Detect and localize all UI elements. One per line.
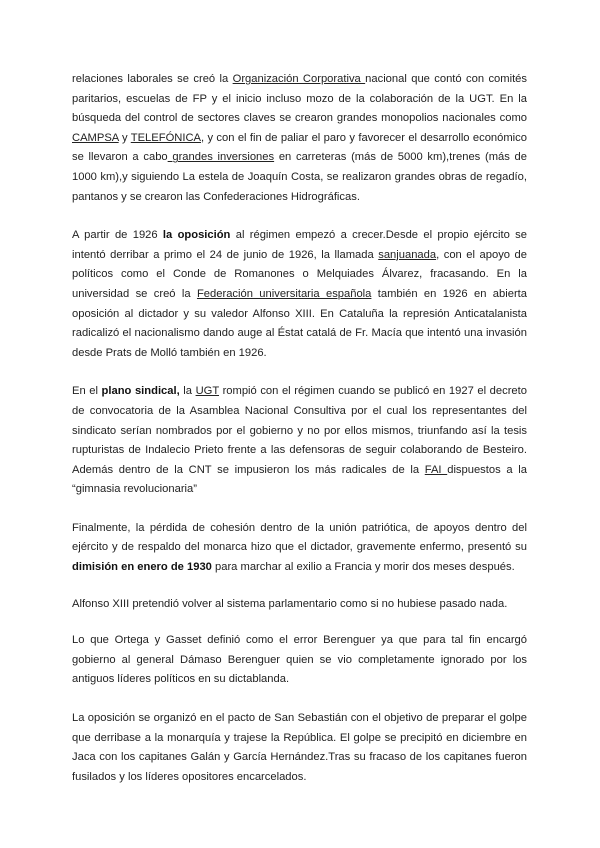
paragraph-pacto-san-sebastian — [72, 709, 527, 787]
bold-term: plano sindical, — [101, 385, 180, 398]
paragraph-error-berenguer — [72, 631, 527, 690]
underlined-term: Organización Corporativa — [232, 73, 366, 85]
underlined-term: grandes inversiones — [167, 151, 275, 164]
text-run: para marchar al exilio a Francia y morir dos meses después. — [211, 561, 515, 574]
document-page — [72, 70, 527, 787]
paragraph-plano-sindical — [72, 382, 527, 500]
text-run: , con el apoyo de políticos como el Conde de Romanones o Melquiades Álvarez, fracasando. En la universidad se creó la — [72, 248, 527, 300]
text-run: también en 1926 en abierta oposición al dictador y su valedor Alfonso XIII. En Cataluña la represión Anticatalanista radicalizó el nacionalismo dando auge al Éstat catalá de Fr. Macía que intentó una invasión desde Prats de Molló también en 1926. — [72, 287, 528, 359]
paragraph-corporativismo — [72, 70, 527, 207]
text-run: en carreteras (más de 5000 km),trenes (más de 1000 km),y siguiendo La estela de Joaquín Costa, se realizaron grandes obras de regadío, pantanos y se crearon las Confederaciones Hidrográficas. — [72, 151, 528, 203]
text-run: dispuestos a la “gimnasia revolucionaria” — [72, 463, 527, 496]
underlined-term: Federación universitaria española — [196, 287, 372, 300]
text-run: y — [118, 131, 131, 144]
text-run: relaciones laborales se creó la — [72, 73, 233, 85]
text-run: En el — [72, 385, 102, 398]
text-run: Finalmente, la pérdida de cohesión dentro de la unión patriótica, de apoyos dentro del ejército y de respaldo del monarca hizo que el dictador, gravemente enfermo, presentó su — [72, 521, 527, 554]
underlined-term: CAMPSA — [72, 131, 119, 144]
underlined-term: TELEFÓNICA — [130, 131, 201, 144]
text-run: A partir de 1926 — [72, 229, 163, 242]
paragraph-oposicion — [72, 226, 527, 363]
underlined-term: sanjuanada — [378, 248, 437, 261]
text-run: la — [179, 385, 196, 398]
underlined-term: UGT — [195, 385, 219, 398]
paragraph-alfonso-xiii — [72, 595, 527, 615]
text-run: nacional que contó con comités paritarios, escuelas de FP y el inicio incluso mozo de la colaboración de la UGT. En la búsqueda del control de sectores claves se crearon grandes monopolios nacionales como — [72, 73, 527, 125]
text-run: rompió con el régimen cuando se publicó en 1927 el decreto de convocatoria de la Asamblea Nacional Consultiva por el cual los representantes del sindicato serían nombrados por el gobierno y no por ellos mismos, triunfando así la tesis rupturistas de Indalecio Prieto frente a las defensoras de seguir colaborando de Besteiro. Además dentro de la CNT se impusieron los más radicales de la — [72, 385, 527, 476]
underlined-term: FAI — [424, 463, 448, 476]
bold-term: la oposición — [162, 229, 231, 242]
text-run: , y con el fin de paliar el paro y favorecer el desarrollo económico se llevaron a cabo — [72, 131, 527, 164]
bold-term: dimisión en enero de 1930 — [72, 561, 212, 574]
text-run: Alfonso XIII pretendió volver al sistema parlamentario como si no hubiese pasado nada. — [72, 597, 508, 610]
paragraph-dimision — [72, 519, 527, 578]
text-run: al régimen empezó a crecer.Desde el propio ejército se intentó derribar a primo el 24 de junio de 1926, la llamada — [72, 229, 527, 261]
text-run: Lo que Ortega y Gasset definió como el error Berenguer ya que para tal fin encargó gobierno al general Dámaso Berenguer quien se vio completamente ignorado por los antiguos líderes políticos en su dictablanda. — [72, 634, 527, 686]
text-run: La oposición se organizó en el pacto de San Sebastián con el objetivo de preparar el golpe que derribase a la monarquía y trajese la República. El golpe se precipitó en diciembre en Jaca con los capitanes Galán y García Hernández.Tras su fracaso de los capitanes fueron fusilados y los líderes opositores encarcelados. — [72, 712, 527, 783]
